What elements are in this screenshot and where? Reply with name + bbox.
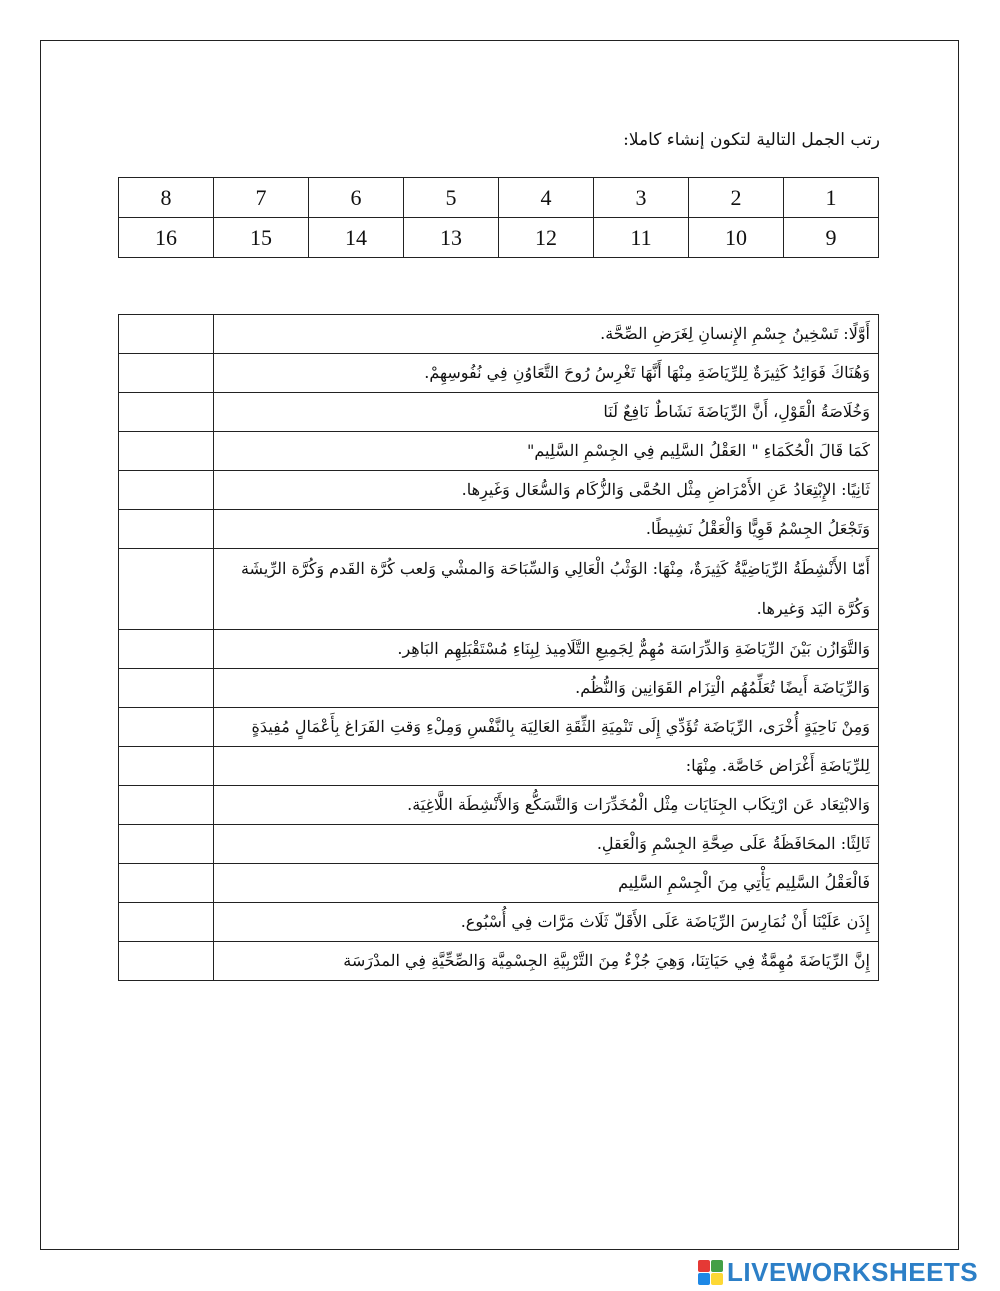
number-cell: 7 <box>214 178 309 218</box>
answer-input[interactable] <box>119 669 213 707</box>
number-cell: 14 <box>309 218 404 258</box>
answer-input[interactable] <box>119 393 213 431</box>
number-cell: 5 <box>404 178 499 218</box>
sentence-text: ثَانِيًا: الإِبْتِعَادُ عَنِ الأَمْرَاضِ مِثْل الحُمَّى وَالزُّكَام وَالسُّعَال وَغَيرِها. <box>214 471 879 510</box>
sentence-row <box>119 549 879 630</box>
sentence-text: إِذَن عَلَيْنَا أَنْ نُمَارِسَ الرِّيَاضَة عَلَى الأَقَلّ ثَلَاث مَرَّات فِي أُسْبُوع. <box>214 903 879 942</box>
sentence-text: وَتَجْعَلُ الجِسْمُ قَوِيًّا وَالْعَقْلُ نَشِيطًا. <box>214 510 879 549</box>
sentence-row <box>119 669 879 708</box>
sentence-row <box>119 903 879 942</box>
sentence-text: وَهُنَاكَ فَوَائِدُ كَثِيرَةٌ لِلرِّيَاضَةِ مِنْهَا أَنَّهَا تَغْرِسُ رُوحَ التَّعَاوُنِ فِي نُفُوسِهِمْ. <box>214 354 879 393</box>
sentence-row <box>119 942 879 981</box>
sentence-text: أَمّا الأَنْشِطَةُ الرِّيَاضِيَّةُ كَثِيرَةٌ، مِنْهَا: الوَثْبُ الْعَالِي وَالسِّبَاحَة وَالمشْي وَلعب كُرَّة القَدم وَكُرَّة الرِّيشَة وَكُرَّة اليَد وَغيرها. <box>214 549 879 630</box>
answer-cell[interactable] <box>119 786 214 825</box>
number-cell: 3 <box>594 178 689 218</box>
answer-input[interactable] <box>119 786 213 824</box>
answer-cell[interactable] <box>119 315 214 354</box>
number-cell: 10 <box>689 218 784 258</box>
sentence-row <box>119 864 879 903</box>
sentence-row <box>119 510 879 549</box>
sentence-row <box>119 432 879 471</box>
answer-cell[interactable] <box>119 549 214 630</box>
answer-cell[interactable] <box>119 942 214 981</box>
sentence-row <box>119 393 879 432</box>
sentence-text: وَالابْتِعَاد عَن ارْتِكَاب الجِنَايَات مِثْل الْمُخَدِّرَات وَالتَّسَكُّع وَالأَنْشِطَة اللَّاغِيَة. <box>214 786 879 825</box>
logo-square-icon <box>698 1273 710 1285</box>
answer-input[interactable] <box>119 549 213 629</box>
number-cell: 13 <box>404 218 499 258</box>
sentence-text: ثَالِثًا: المحَافَظَةُ عَلَى صِحَّةِ الجِسْمِ وَالْعَقلِ. <box>214 825 879 864</box>
sentence-text: وَمِنْ نَاحِيَةٍ أُخْرَى، الرِّيَاضَة تُؤَدِّي إِلَى تَنْمِيَةِ الثِّقَةِ العَالِيَة بِالنَّفْسِ وَمِلْءِ وَقتِ الفَرَاغ بِأَعْمَالٍ مُفِيدَةٍ <box>214 708 879 747</box>
numbers-row <box>119 218 879 258</box>
number-cell: 1 <box>784 178 879 218</box>
answer-cell[interactable] <box>119 432 214 471</box>
sentence-row <box>119 630 879 669</box>
answer-input[interactable] <box>119 354 213 392</box>
logo-square-icon <box>711 1260 723 1272</box>
number-cell: 6 <box>309 178 404 218</box>
number-cell: 15 <box>214 218 309 258</box>
answer-input[interactable] <box>119 864 213 902</box>
answer-input[interactable] <box>119 471 213 509</box>
number-cell: 4 <box>499 178 594 218</box>
answer-input[interactable] <box>119 315 213 353</box>
number-cell: 9 <box>784 218 879 258</box>
sentence-row <box>119 825 879 864</box>
answer-cell[interactable] <box>119 708 214 747</box>
sentence-text: أَوَّلًا: تَسْخِينُ جِسْمِ الإِنسانِ لِغَرَضِ الصِّحَّة. <box>214 315 879 354</box>
sentence-text: كَمَا قَالَ الْحُكَمَاءِ " العَقْلُ السَّلِيم فِي الجِسْمِ السَّلِيم" <box>214 432 879 471</box>
answer-input[interactable] <box>119 630 213 668</box>
answer-input[interactable] <box>119 747 213 785</box>
answer-input[interactable] <box>119 432 213 470</box>
order-numbers-table <box>118 177 879 258</box>
answer-cell[interactable] <box>119 354 214 393</box>
number-cell: 2 <box>689 178 784 218</box>
sentence-row <box>119 786 879 825</box>
answer-cell[interactable] <box>119 864 214 903</box>
answer-cell[interactable] <box>119 630 214 669</box>
answer-input[interactable] <box>119 825 213 863</box>
answer-cell[interactable] <box>119 471 214 510</box>
answer-input[interactable] <box>119 942 213 980</box>
answer-cell[interactable] <box>119 903 214 942</box>
number-cell: 11 <box>594 218 689 258</box>
sentence-row <box>119 315 879 354</box>
numbers-row <box>119 178 879 218</box>
liveworksheets-logo-text: LIVEWORKSHEETS <box>727 1256 979 1287</box>
number-cell: 8 <box>119 178 214 218</box>
answer-cell[interactable] <box>119 825 214 864</box>
instruction-text: رتب الجمل التالية لتكون إنشاء كاملا: <box>623 130 880 150</box>
sentence-text: فَالْعَقْلُ السَّلِيم يَأْتِي مِنَ الْجِسْمِ السَّلِيم <box>214 864 879 903</box>
sentence-text: وَالرِّيَاضَة أَيضًا تُعَلِّمُهُم الْتِزَام القَوَانِين وَالنُّظُم. <box>214 669 879 708</box>
number-cell: 12 <box>499 218 594 258</box>
answer-input[interactable] <box>119 708 213 746</box>
sentence-row <box>119 354 879 393</box>
sentences-table <box>118 314 879 981</box>
sentence-row <box>119 708 879 747</box>
sentence-text: وَالتَّوَازُن بَيْنَ الرِّيَاضَةِ وَالدِّرَاسَة مُهِمٌّ لِجَمِيعِ التَّلَامِيذ لِبِنَاءِ مُسْتَقْبَلِهِم البَاهِر. <box>214 630 879 669</box>
answer-cell[interactable] <box>119 510 214 549</box>
answer-cell[interactable] <box>119 669 214 708</box>
sentence-text: إِنَّ الرِّيَاضَةَ مُهِمَّةٌ فِي حَيَاتِنَا، وَهِيَ جُزْءٌ مِنَ التَّرْبِيَّةِ الجِسْمِيَّة وَالصِّحِّيَّةِ فِي المدْرَسَة <box>214 942 879 981</box>
number-cell: 16 <box>119 218 214 258</box>
logo-square-icon <box>711 1273 723 1285</box>
answer-input[interactable] <box>119 903 213 941</box>
logo-square-icon <box>698 1260 710 1272</box>
answer-cell[interactable] <box>119 747 214 786</box>
answer-cell[interactable] <box>119 393 214 432</box>
sentence-text: وَخُلَاصَةُ الْقَوْلِ، أَنَّ الرِّيَاضَةَ نَشَاطٌ نَافِعٌ لَنَا <box>214 393 879 432</box>
liveworksheets-logo <box>698 1258 978 1286</box>
liveworksheets-logo-icon <box>698 1260 723 1285</box>
sentence-row <box>119 471 879 510</box>
sentence-text: لِلرِّيَاضَةِ أَغْرَاض خَاصَّة. مِنْهَا: <box>214 747 879 786</box>
sentence-row <box>119 747 879 786</box>
answer-input[interactable] <box>119 510 213 548</box>
